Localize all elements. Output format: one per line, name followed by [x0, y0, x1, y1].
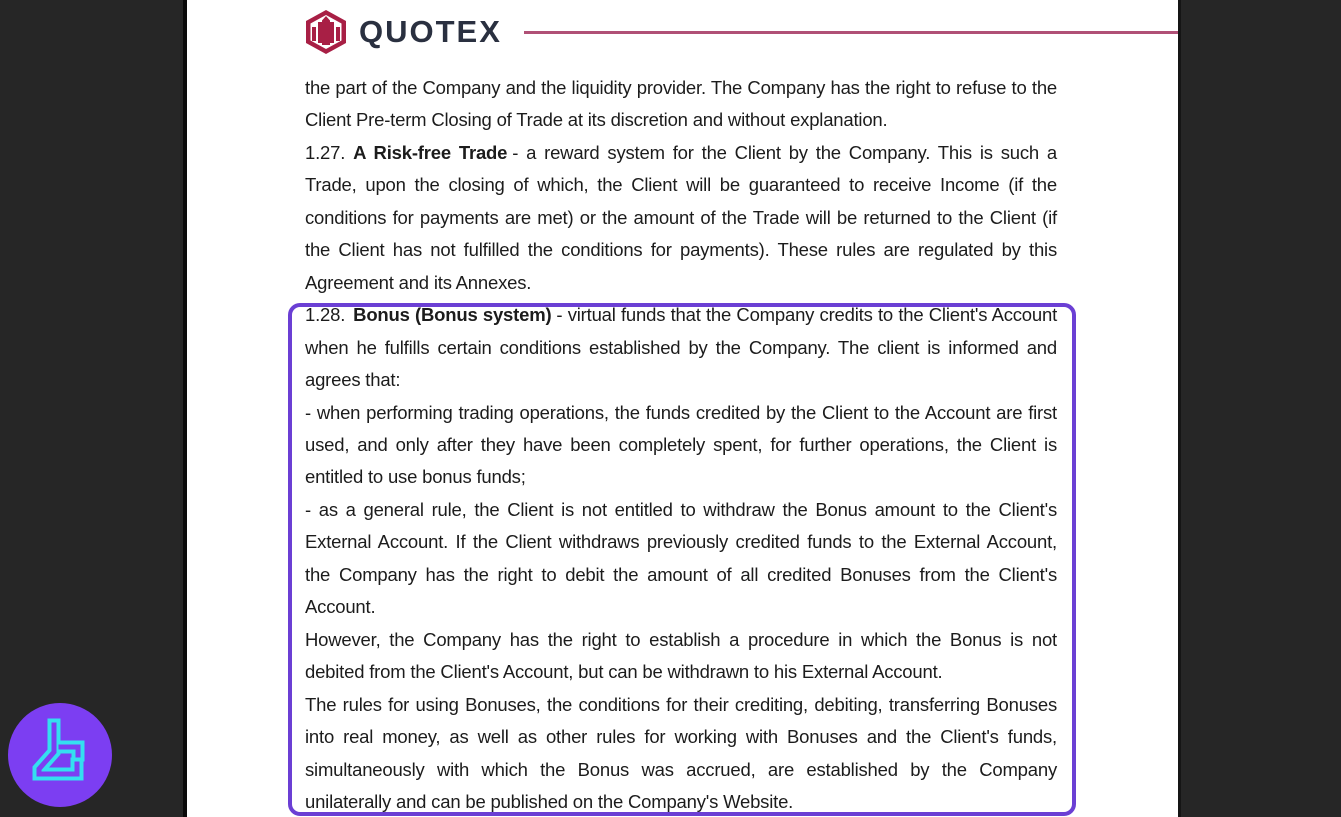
paragraph-1-28-rules: The rules for using Bonuses, the conditions for their crediting, debiting, transferring Bonuses into real money, as well as other rules for working with Bonuses and the Client's funds, simultaneously with which the Bonus was accrued, are established by the Company unilaterally and can be published on the Company's Website.	[305, 693, 1057, 812]
paragraph-1-26-continuation: the part of the Company and the liquidity provider. The Company has the right to refuse to the Client Pre-term Closing of Trade at its discretion and without explanation.	[305, 77, 1057, 131]
paragraph-1-28-bullet-1: - when performing trading operations, the funds credited by the Client to the Account are first used, and only after they have been completely spent, for further operations, the Client is entitled to use bonus funds;	[305, 401, 1057, 488]
document-header	[304, 8, 1178, 56]
header-rule-line	[524, 31, 1178, 34]
document-page	[183, 0, 1181, 817]
paragraph-1-28-however: However, the Company has the right to establish a procedure in which the Bonus is not debited from the Client's Account, but can be withdrawn to his External Account.	[305, 628, 1057, 683]
paragraph-1-28-bullet-2: - as a general rule, the Client is not entitled to withdraw the Bonus amount to the Client's External Account. If the Client withdraws previously credited funds to the External Account, the Company has the right to debit the amount of all credited Bonuses from the Client's Account.	[305, 498, 1057, 618]
document-text-column	[305, 72, 1057, 817]
quotex-hexagon-bars-icon	[304, 9, 348, 55]
paragraph-1-28: 1.28. Bonus (Bonus system) - virtual funds that the Company credits to the Client's Account when he fulfills certain conditions established by the Company. The client is informed and agrees that:	[305, 304, 1058, 391]
tc-monogram-icon	[8, 703, 112, 807]
brand-wordmark: QUOTEX	[359, 14, 502, 49]
paragraph-1-27: 1.27. A Risk-free Trade - a reward system for the Client by the Company. This is such a Trade, upon the closing of which, the Client will be guaranteed to receive Income (if the conditions for payments are met) or the amount of the Trade will be returned to the Client (if the Client has not fulfilled the conditions for payments). These rules are regulated by this Agreement and its Annexes.	[305, 141, 1057, 293]
